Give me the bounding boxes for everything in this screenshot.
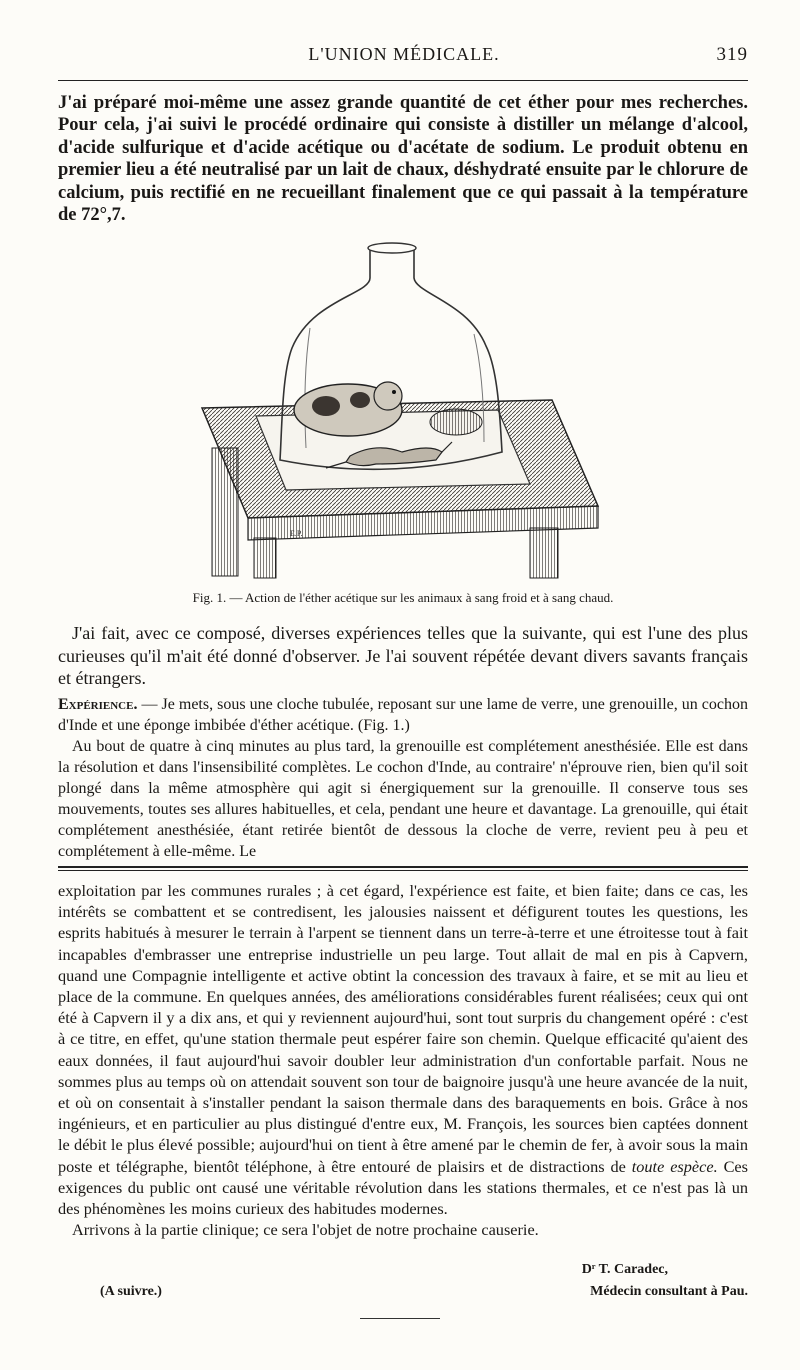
end-rule [360, 1318, 440, 1319]
header-rule [58, 80, 748, 81]
experiment-section [58, 694, 748, 862]
journal-title: L'UNION MÉDICALE. [308, 44, 500, 64]
ether-sponge [430, 409, 482, 435]
feuilleton-italic: toute espèce. [631, 1156, 718, 1176]
feuilleton-text-end: Ces exigences du public ont causé une véritable révolution dans les stations thermales, et ce n'est pas là un des phénomènes les moins curieux des habitudes modernes. [58, 1156, 748, 1219]
bell-jar-illustration [200, 238, 600, 586]
experience-text: — Je mets, sous une cloche tubulée, reposant sur une lame de verre, une grenouille, un cochon d'Inde et une éponge imbibée d'éther acétique. (Fig. 1.) [58, 696, 748, 734]
page-number: 319 [716, 44, 748, 65]
feuilleton-text: exploitation par les communes rurales ; à cet égard, l'expérience est faite, et bien faite; dans ce cas, les intérêts se combattent et se contredisent, les jalousies naissent et défigurent toutes les questions, les esprits habitués à mesurer le terrain à l'arpent se tiennent dans un terre-à-terre et une étroitesse tout à fait incapables d'embrasser une entreprise industrielle un peu large. Tout allait de mal en pis à Capvern, quand une Compagnie intelligente et active obtint la concession des travaux à faire, et se mit au lieu et place de la commune. En quelques années, des améliorations considérables furent réalisées; ceux qui ont été à Capvern il y a dix ans, et qui y reviennent aujourd'hui, sont tout surpris du changement opéré : c'est à ce titre, en effet, qu'une station thermale peut espérer faire son chemin. Quelque efficacité qu'aient des eaux données, il faut aujourd'hui savoir doubler leur administration d'un confortable parfait. Nous ne sommes plus au temps où on attendait souvent son tour de baignoire jusqu'à une heure avancée de la nuit, et où on consentait à s'installer pendant la saison thermale dans des baraquements en bois. Grâce à nos ingénieurs, et en particulier au plus distingué d'entre eux, M. François, les sources bien captées donnent le débit le plus élevé possible; aujourd'hui on tient à être amené par le chemin de fer, à avoir sous la main poste et télégraphe, bientôt téléphone, à être entouré de plaisirs et de distractions de [58, 881, 748, 1176]
preparation-paragraph [58, 92, 748, 226]
experience-label: Expérience. [58, 696, 138, 713]
preparation-text: J'ai préparé moi-même une assez grande quantité de cet éther pour mes recherches. Pour cela, j'ai suivi le procédé ordinaire qui consiste à distiller un mélange d'alcool, d'acide sulfurique et d'acide acétique ou d'acétate de sodium. Le produit obtenu en premier lieu a été neutralisé par un lait de chaux, déshydraté ensuite par le chlorure de calcium, puis rectifié en ne recueillant finalement que ce qui passait à la température de 72°,7. [58, 93, 748, 226]
figure-caption: Fig. 1. — Action de l'éther acétique sur les animaux à sang froid et à sang chaud. [192, 590, 614, 605]
table-leg-right [530, 528, 558, 578]
experiments-intro [58, 622, 748, 690]
author-role: Médecin consultant à Pau. [590, 1284, 748, 1299]
experience-result: Au bout de quatre à cinq minutes au plus tard, la grenouille est complétement anesthésiée. Elle est dans la résolution et dans l'insensibilité complètes. Le cochon d'Inde, au contraire' n'éprouve rien, bien qu'il soit plongé dans la même atmosphère qui agit si énergiquement sur la grenouille. Il conserve tous ses mouvements, toutes ses allures habituelles, et cela, pendant une heure et davantage. La grenouille, qui était complétement anesthésiée, étant retirée bientôt de dessous la cloche de verre, revient peu à peu et complétement à elle-même. Le [58, 738, 748, 860]
feuilleton-rule-2 [58, 870, 748, 871]
jar-neck [368, 243, 416, 253]
engraver-mark: E.P. [290, 529, 303, 538]
to-be-continued: (A suivre.) [100, 1284, 162, 1299]
table-leg-front [254, 538, 276, 578]
feuilleton-closing: Arrivons à la partie clinique; ce sera l'objet de notre prochaine causerie. [72, 1220, 539, 1240]
author-name: Dʳ T. Caradec, [581, 1262, 668, 1277]
table-leg-left [212, 448, 238, 576]
page-header [60, 44, 748, 72]
feuilleton-rule [58, 866, 748, 868]
figure-1-engraving [200, 238, 600, 586]
experiments-intro-text: J'ai fait, avec ce composé, diverses expériences telles que la suivante, qui est l'une des plus curieuses qu'il m'ait été donné d'observer. Je l'ai souvent répétée devant divers savants français et étrangers. [58, 623, 748, 689]
feuilleton-section [58, 880, 748, 1240]
